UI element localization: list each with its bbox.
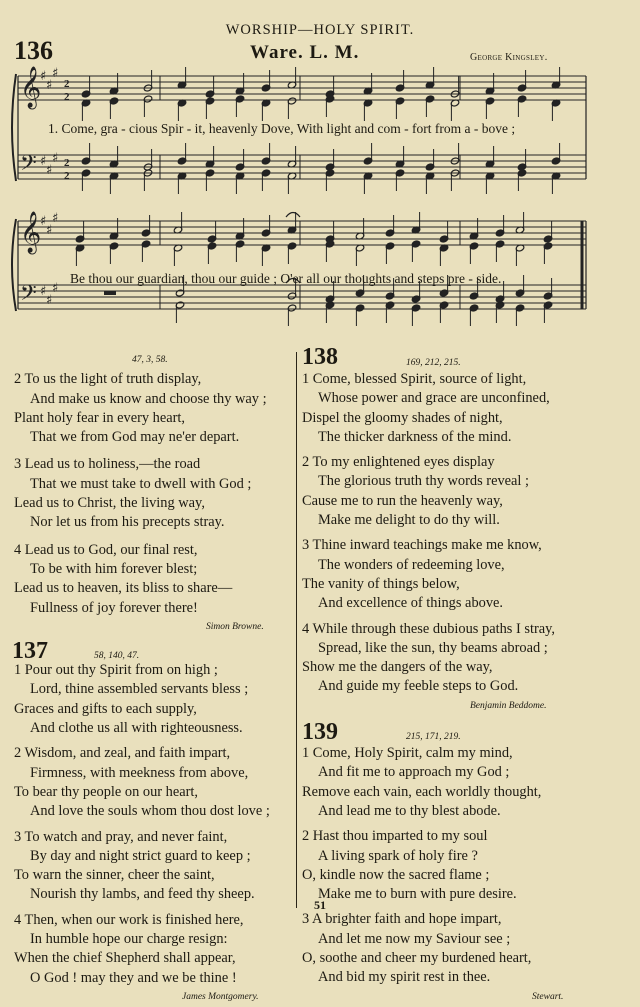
sharp-sign: ♯ xyxy=(40,69,47,84)
stanza xyxy=(302,453,563,530)
stanza-line: The vanity of things below, xyxy=(302,575,460,592)
stanza-line: Show me the dangers of the way, xyxy=(302,659,493,676)
stanza-line: Firmness, with meekness from above, xyxy=(30,764,249,781)
stanza-line: And fit me to approach my God ; xyxy=(318,764,510,781)
stanza xyxy=(14,541,270,618)
stanza-line: 3 Thine inward teachings make me know, xyxy=(302,537,542,554)
stanza-line: And clothe us all with righteousness. xyxy=(30,720,243,737)
hymn-number-138: 138 xyxy=(302,344,338,370)
stanza-line: 2 To my enlightened eyes display xyxy=(302,454,495,471)
rest-icon xyxy=(104,291,116,295)
hymn136-stanzas xyxy=(14,370,270,618)
stanza xyxy=(14,370,270,447)
music-lyric-line-2: Be thou our guardian, thou our guide ; O'er all our thoughts and steps pre - side. xyxy=(70,271,502,286)
stanza-line: 2 Hast thou imparted to my soul xyxy=(302,828,488,845)
time-signature: 2 xyxy=(64,170,70,182)
bass-clef-icon: 𝄢 xyxy=(20,151,37,181)
stanza-line: Lord, thine assembled servants bless ; xyxy=(30,681,249,698)
sharp-sign: ♯ xyxy=(40,284,47,299)
stanza xyxy=(14,661,270,738)
sharp-sign: ♯ xyxy=(40,214,47,229)
stanza-line: O, kindle now the sacred flame ; xyxy=(302,866,490,883)
sharp-sign: ♯ xyxy=(46,163,53,178)
stanza-line: Plant holy fear in every heart, xyxy=(14,409,186,426)
stanza xyxy=(302,620,563,697)
stanza-line: 2 To us the light of truth display, xyxy=(14,371,202,388)
stanza xyxy=(14,455,270,532)
stanza xyxy=(302,536,563,613)
hymn-number-137: 137 xyxy=(12,638,48,665)
stanza-line: That we from God may ne'er depart. xyxy=(30,429,240,446)
hymn139-heading xyxy=(302,720,563,744)
sharp-sign: ♯ xyxy=(52,211,59,226)
stanza-line: And lead me to thy blest abode. xyxy=(318,802,501,819)
stanza-line: When the chief Shepherd shall appear, xyxy=(14,950,236,967)
stanza-line: 3 A brighter faith and hope impart, xyxy=(302,911,502,928)
hymn139-author: Stewart. xyxy=(532,991,564,1002)
page-header: WORSHIP—HOLY SPIRIT. xyxy=(225,22,415,38)
stanza-line: Nourish thy lambs, and feed thy sheep. xyxy=(30,886,255,903)
stanza-line: Cause me to run the heavenly way, xyxy=(302,492,503,509)
stanza-line: And love the souls whom thou dost love ; xyxy=(30,803,270,820)
stanza-line: And guide my feeble steps to God. xyxy=(318,678,519,695)
treble-clef-icon: 𝄞 xyxy=(20,67,42,108)
hymn-number-136: 136 xyxy=(14,36,53,65)
stanza-line: The wonders of redeeming love, xyxy=(318,556,505,573)
sharp-sign: ♯ xyxy=(46,223,53,238)
stanza-line: 2 Wisdom, and zeal, and faith impart, xyxy=(14,745,231,762)
hymn138-author: Benjamin Beddome. xyxy=(470,700,547,711)
stanza-line: 3 Lead us to holiness,—the road xyxy=(14,456,201,473)
sharp-sign: ♯ xyxy=(46,78,53,93)
hymn136-author: Simon Browne. xyxy=(206,621,264,632)
hymn138-stanzas xyxy=(302,370,563,697)
stanza-line: To warn the sinner, cheer the saint, xyxy=(14,867,215,884)
stanza-line: Remove each vain, each worldly thought, xyxy=(302,783,542,800)
hymn138-refs: 169, 212, 215. xyxy=(406,358,461,368)
sharp-sign: ♯ xyxy=(52,151,59,166)
sharp-sign: ♯ xyxy=(52,66,59,81)
stanza-line: To bear thy people on our heart, xyxy=(14,783,199,800)
fermata-icon xyxy=(286,213,300,218)
page-number: 51 xyxy=(314,898,326,912)
hymn139-stanzas xyxy=(302,744,563,988)
brace xyxy=(12,219,16,311)
stanza-line: Dispel the gloomy shades of night, xyxy=(302,409,503,426)
hymn138-heading xyxy=(302,343,563,370)
stanza-line: Lead us to Christ, the living way, xyxy=(14,495,205,512)
stanza xyxy=(14,911,270,988)
music-lyric-line-1: 1. Come, gra - cious Spir - it, heavenly Dove, With light and com - fort from a - bove ; xyxy=(48,121,516,136)
stanza xyxy=(14,744,270,821)
stanza-line: Make me delight to do thy will. xyxy=(318,512,500,529)
stanza-line: By day and night strict guard to keep ; xyxy=(30,847,251,864)
bass-clef-icon: 𝄢 xyxy=(20,281,37,311)
sharp-sign: ♯ xyxy=(52,281,59,296)
stanza-line: The thicker darkness of the mind. xyxy=(318,428,512,445)
stanza-line: Nor let us from his precepts stray. xyxy=(30,514,225,531)
stanza-line: O God ! may they and we be thine ! xyxy=(30,969,237,986)
stanza-line: And make us know and choose thy way ; xyxy=(30,390,267,407)
stanza-line: 3 To watch and pray, and never faint, xyxy=(14,828,228,845)
sharp-sign: ♯ xyxy=(46,293,53,308)
treble-clef-icon: 𝄞 xyxy=(20,212,42,253)
stanza xyxy=(302,370,563,447)
hymn137-refs: 58, 140, 47. xyxy=(94,651,140,662)
stanza-line: Whose power and grace are unconfined, xyxy=(318,390,550,407)
stanza-line: A living spark of holy fire ? xyxy=(318,847,478,864)
stanza-line: In humble hope our charge resign: xyxy=(30,931,228,948)
stanza-line: The glorious truth thy words reveal ; xyxy=(318,473,530,490)
stanza-line: And bid my spirit rest in thee. xyxy=(318,969,491,986)
tune-name: Ware. L. M. xyxy=(250,42,360,63)
stanza-line: Lead us to heaven, its bliss to share— xyxy=(14,580,233,597)
time-signature: 2 xyxy=(64,78,70,90)
hymn137-heading xyxy=(12,638,270,665)
stanza-line: And let me now my Saviour see ; xyxy=(318,930,511,947)
stanza xyxy=(14,828,270,905)
stanza xyxy=(302,744,563,821)
stanza-line: Make me to burn with pure desire. xyxy=(318,886,517,903)
time-signature: 2 xyxy=(64,157,70,169)
brace xyxy=(12,74,16,181)
stanza-line: 1 Pour out thy Spirit from on high ; xyxy=(14,662,218,679)
stanza-line: 1 Come, Holy Spirit, calm my mind, xyxy=(302,745,513,762)
time-signature: 2 xyxy=(64,91,70,103)
stanza-line: 4 Then, when our work is finished here, xyxy=(14,911,244,928)
stanza xyxy=(302,910,563,987)
stanza-line: That we must take to dwell with God ; xyxy=(30,475,252,492)
hymn136-refs: 47, 3, 58. xyxy=(132,355,168,365)
stanza-line: Fullness of joy forever there! xyxy=(30,599,198,616)
hymn139-refs: 215, 171, 219. xyxy=(406,732,461,743)
stanza-line: 1 Come, blessed Spirit, source of light, xyxy=(302,371,527,387)
stanza xyxy=(302,827,563,904)
stanza-line: Spread, like the sun, thy beams abroad ; xyxy=(318,639,548,656)
composer-name: George Kingsley. xyxy=(470,52,548,63)
stanza-line: O, soothe and cheer my burdened heart, xyxy=(302,950,532,967)
stanza-line: To be with him forever blest; xyxy=(30,560,198,577)
stanza-line: 4 Lead us to God, our final rest, xyxy=(14,541,198,558)
stanza-line: Graces and gifts to each supply, xyxy=(14,700,197,717)
column-divider xyxy=(296,352,297,908)
stanza-line: And excellence of things above. xyxy=(318,595,504,612)
hymn137-stanzas xyxy=(14,661,270,988)
hymn137-author: James Montgomery. xyxy=(182,991,259,1002)
stanza-line: 4 While through these dubious paths I stray, xyxy=(302,620,555,637)
sharp-sign: ♯ xyxy=(40,154,47,169)
hymn-number-139: 139 xyxy=(302,719,338,746)
